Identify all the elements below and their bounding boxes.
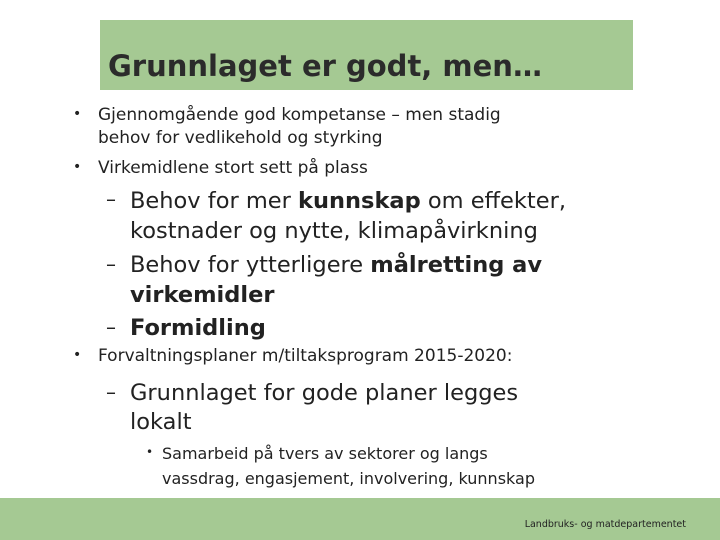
- sub-1-line-1: [130, 186, 566, 216]
- sub-2-bold-2: virkemidler: [130, 282, 275, 308]
- bullet-icon: •: [73, 106, 82, 122]
- bullet-icon: •: [73, 159, 82, 175]
- footer-bar: [0, 498, 720, 540]
- sub-1-line-2: kostnader og nytte, klimapåvirkning: [130, 218, 538, 244]
- tertiary-line-2: vassdrag, engasjement, involvering, kunnskap: [162, 469, 535, 488]
- sub-2-line-2: [130, 280, 274, 310]
- bullet-3: Forvaltningsplaner m/tiltaksprogram 2015-2020:: [98, 346, 513, 366]
- slide-title: Grunnlaget er godt, men…: [108, 49, 542, 83]
- dash-icon: –: [106, 187, 116, 211]
- bullet-icon: •: [146, 445, 154, 459]
- sub-2-bold: målretting av: [370, 252, 543, 278]
- bullet-1-line-2: behov for vedlikehold og styrking: [98, 128, 383, 148]
- sub-1-pre: Behov for mer: [130, 188, 299, 214]
- title-banner: [100, 20, 633, 90]
- sub-2-pre: Behov for ytterligere: [130, 252, 371, 278]
- bullet-1-line-1: Gjennomgående god kompetanse – men stadig: [98, 105, 501, 125]
- sub-3: [130, 313, 266, 343]
- sub-1-bold: kunnskap: [298, 188, 421, 214]
- sub-3-bold: Formidling: [130, 315, 266, 341]
- sub-4-line-1: Grunnlaget for gode planer legges: [130, 380, 519, 406]
- ministry-logo-text: Landbruks- og matdepartementet: [524, 519, 686, 530]
- sub-1-post: om effekter,: [420, 188, 566, 214]
- dash-icon: –: [106, 315, 116, 339]
- tertiary-line-1: Samarbeid på tvers av sektorer og langs: [162, 444, 488, 463]
- dash-icon: –: [106, 380, 116, 404]
- sub-2-line-1: [130, 250, 542, 280]
- bullet-2: Virkemidlene stort sett på plass: [98, 158, 368, 178]
- dash-icon: –: [106, 252, 116, 276]
- sub-4-line-2: lokalt: [130, 409, 192, 435]
- bullet-icon: •: [73, 347, 82, 363]
